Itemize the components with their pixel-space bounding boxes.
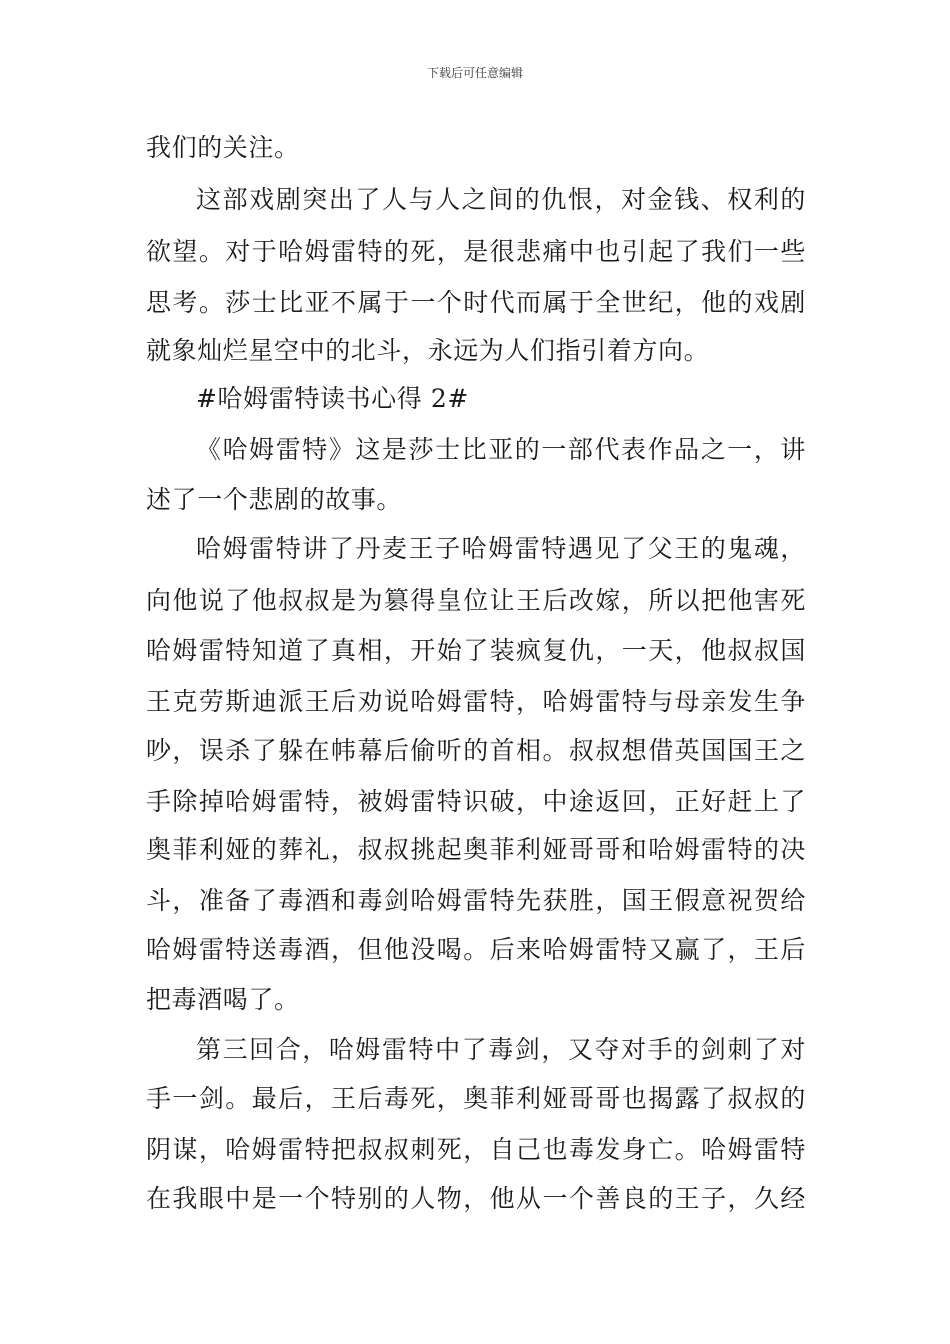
text-line: 述了一个悲剧的故事。 — [146, 485, 403, 514]
text-line: 我们的关注。 — [146, 133, 300, 162]
text-line: 王克劳斯迪派王后劝说哈姆雷特，哈姆雷特与母亲发生争 — [146, 687, 806, 716]
paragraph-first-line: 这部戏剧突出了人与人之间的仇恨，对金钱、权利的 — [196, 185, 806, 214]
text-line: 奥菲利娅的葬礼，叔叔挑起奥菲利娅哥哥和哈姆雷特的决 — [146, 835, 806, 864]
text-line: 手一剑。最后，王后毒死，奥菲利娅哥哥也揭露了叔叔的 — [146, 1084, 806, 1113]
paragraph-first-line: 第三回合，哈姆雷特中了毒剑，又夺对手的剑刺了对 — [196, 1035, 806, 1064]
text-line: 在我眼中是一个特别的人物，他从一个善良的王子，久经 — [146, 1184, 806, 1213]
paragraph-first-line: 哈姆雷特讲了丹麦王子哈姆雷特遇见了父王的鬼魂， — [196, 534, 806, 563]
text-line: 哈姆雷特送毒酒，但他没喝。后来哈姆雷特又赢了，王后 — [146, 935, 806, 964]
text-line: 向他说了他叔叔是为篡得皇位让王后改嫁，所以把他害死 — [146, 586, 806, 615]
text-line: 思考。莎士比亚不属于一个时代而属于全世纪，他的戏剧 — [146, 288, 806, 317]
paragraph-first-line: 《哈姆雷特》这是莎士比亚的一部代表作品之一，讲 — [196, 435, 806, 464]
text-line: 欲望。对于哈姆雷特的死，是很悲痛中也引起了我们一些 — [146, 237, 806, 266]
text-line: 吵，误杀了躲在帏幕后偷听的首相。叔叔想借英国国王之 — [146, 736, 806, 765]
text-line: 就象灿烂星空中的北斗，永远为人们指引着方向。 — [146, 336, 710, 365]
text-line: 把毒酒喝了。 — [146, 985, 300, 1014]
page-header: 下载后可任意编辑 — [426, 66, 523, 80]
text-line: 手除掉哈姆雷特，被姆雷特识破，中途返回，正好赶上了 — [146, 787, 806, 816]
section-heading: #哈姆雷特读书心得 2# — [196, 384, 469, 413]
text-line: 斗，准备了毒酒和毒剑哈姆雷特先获胜，国王假意祝贺给 — [146, 886, 806, 915]
text-line: 哈姆雷特知道了真相，开始了装疯复仇，一天，他叔叔国 — [146, 636, 806, 665]
text-line: 阴谋，哈姆雷特把叔叔刺死，自己也毒发身亡。哈姆雷特 — [146, 1135, 806, 1164]
